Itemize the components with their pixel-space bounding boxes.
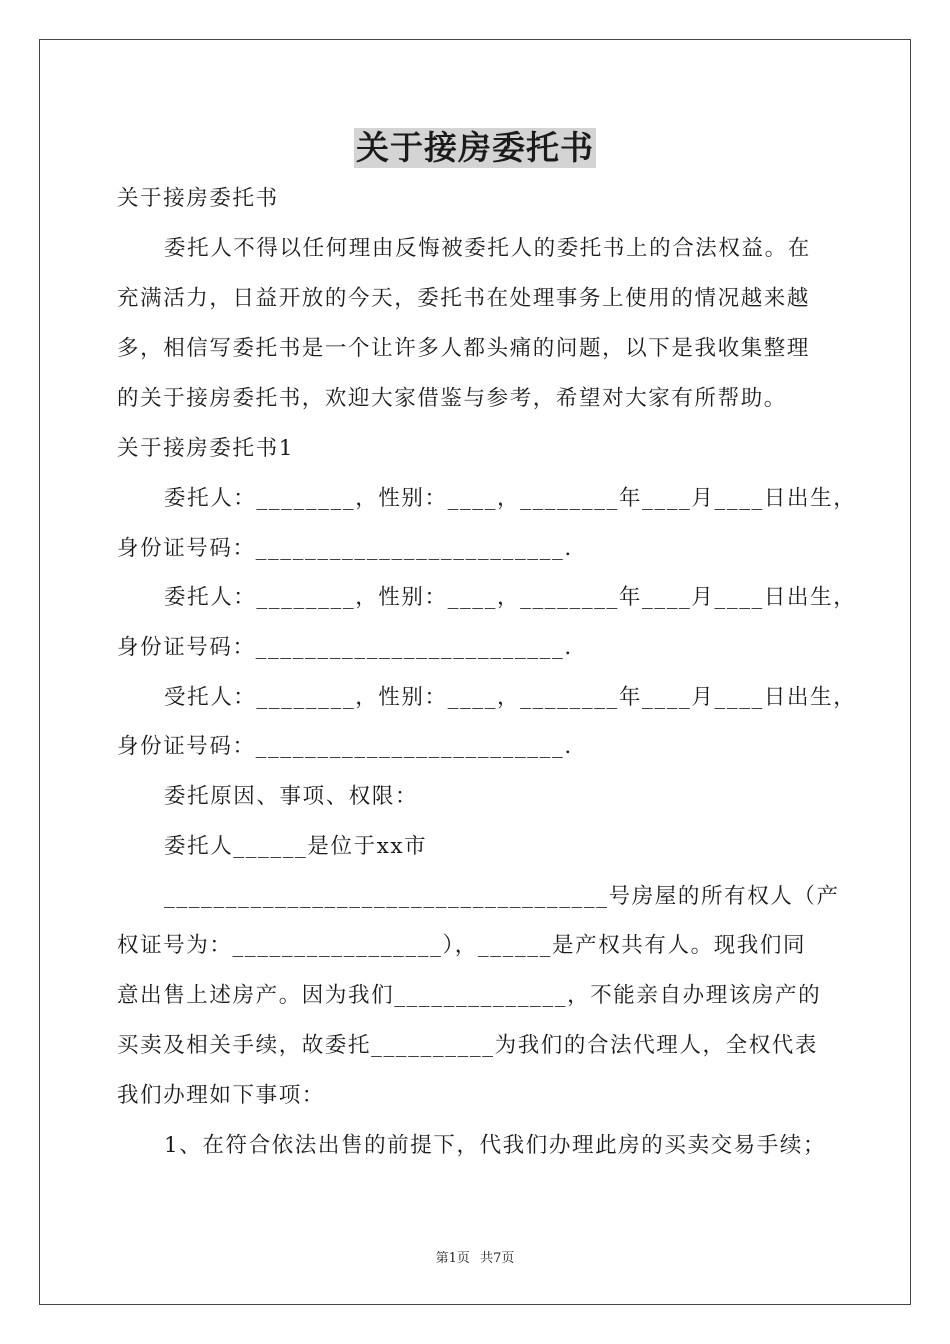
paragraph-line: 1、在符合依法出售的前提下，代我们办理此房的买卖交易手续； xyxy=(164,1133,827,1158)
paragraph-line: 受托人：________，性别：____，________年____月____日出生， xyxy=(164,685,857,710)
paragraph-line: 权证号为：_________________），______是产权共有人。现我们同 xyxy=(117,933,807,958)
paragraph-line: 的关于接房委托书，欢迎大家借鉴与参考，希望对大家有所帮助。 xyxy=(117,386,787,411)
paragraph-line: 意出售上述房产。因为我们______________，不能亲自办理该房产的 xyxy=(117,983,822,1008)
subtitle-line: 关于接房委托书 xyxy=(117,186,279,211)
paragraph-line: ____________________________________号房屋的所有权人（产 xyxy=(164,884,840,909)
paragraph-line: 身份证号码：_________________________. xyxy=(117,635,573,660)
paragraph-line: 委托人：________，性别：____，________年____月____日出生， xyxy=(164,585,857,610)
paragraph-line: 委托人______是位于xx市 xyxy=(164,834,428,859)
paragraph-line: 身份证号码：_________________________. xyxy=(117,536,573,561)
paragraph-line: 我们办理如下事项： xyxy=(117,1083,325,1108)
paragraph-line: 委托原因、事项、权限： xyxy=(164,784,419,809)
paragraph-line: 买卖及相关手续，故委托__________为我们的合法代理人，全权代表 xyxy=(117,1033,819,1058)
paragraph-line: 身份证号码：_________________________. xyxy=(117,734,573,759)
paragraph-line: 充满活力，日益开放的今天，委托书在处理事务上使用的情况越来越 xyxy=(117,286,811,311)
page-footer xyxy=(0,1247,950,1266)
title-container xyxy=(0,128,950,168)
page-total: 共7页 xyxy=(480,1251,515,1266)
paragraph-line: 委托人不得以任何理由反悔被委托人的委托书上的合法权益。在 xyxy=(164,236,811,261)
paragraph-line: 委托人：________，性别：____，________年____月____日出生， xyxy=(164,486,857,511)
page-border xyxy=(39,39,911,1305)
section-heading: 关于接房委托书1 xyxy=(117,436,294,461)
document-title: 关于接房委托书 xyxy=(356,128,594,167)
page-number: 第1页 xyxy=(435,1251,470,1266)
paragraph-line: 多，相信写委托书是一个让许多人都头痛的问题，以下是我收集整理 xyxy=(117,336,811,361)
